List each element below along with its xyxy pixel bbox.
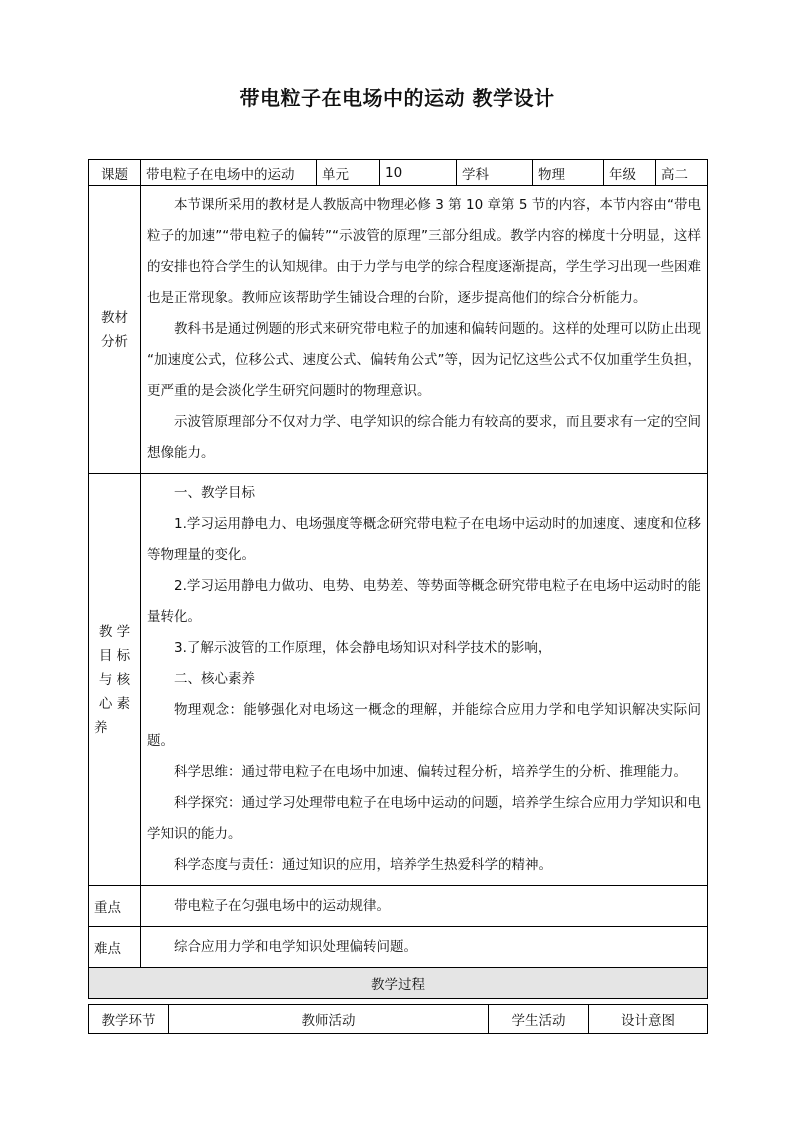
process-title: 教学过程	[89, 968, 708, 999]
lesson-plan-table	[88, 159, 708, 999]
objectives-content	[141, 474, 708, 886]
header-row	[89, 160, 708, 186]
process-columns-table	[88, 1004, 708, 1034]
objectives-label-line: 养	[94, 719, 108, 736]
difficult-point-value	[141, 927, 708, 968]
grade-label: 年级	[604, 160, 656, 186]
process-col-intent: 设计意图	[589, 1005, 708, 1034]
key-point-label: 重点	[89, 886, 141, 927]
material-analysis-content	[141, 186, 708, 474]
process-title-row	[89, 968, 708, 999]
objectives-label-line: 教 学	[98, 623, 131, 640]
process-col-teacher: 教师活动	[169, 1005, 489, 1034]
difficult-point-text: 综合应用力学和电学知识处理偏转问题。	[174, 938, 417, 955]
material-paragraph: 本节课所采用的教材是人教版高中物理必修 3 第 10 章第 5 节的内容，本节内容由“带电粒子的加速”“带电粒子的偏转”“示波管的原理”三部分组成。教学内容的梯度十分明显，这样的安排也符合学生的认知规律。由于力学与电学的综合程度逐渐提高，学生学习出现一些困难也是正常现象。教师应该帮助学生铺设合理的台阶，逐步提高他们的综合分析能力。	[147, 197, 701, 306]
difficult-point-label: 难点	[89, 927, 141, 968]
material-paragraph: 教科书是通过例题的形式来研究带电粒子的加速和偏转问题的。这样的处理可以防止出现 “加速度公式，位移公式、速度公式、偏转角公式”等，因为记忆这些公式不仅加重学生负担，更严重的是会淡化学生研究问题时的物理意识。	[147, 321, 701, 399]
key-point-row	[89, 886, 708, 927]
literacy-heading: 二、核心素养	[174, 671, 255, 687]
material-analysis-row	[89, 186, 708, 474]
key-point-text: 带电粒子在匀强电场中的运动规律。	[174, 897, 390, 914]
course-value: 带电粒子在电场中的运动	[141, 160, 317, 186]
objectives-row	[89, 474, 708, 886]
objective-item: 3.了解示波管的工作原理，体会静电场知识对科学技术的影响，	[174, 640, 552, 656]
course-label: 课题	[89, 160, 141, 186]
process-header-row	[89, 1005, 708, 1034]
objective-item: 1.学习运用静电力、电场强度等概念研究带电粒子在电场中运动时的加速度、速度和位移等物理量的变化。	[147, 516, 701, 563]
literacy-item: 科学探究：通过学习处理带电粒子在电场中运动的问题，培养学生综合应用力学知识和电学知识的能力。	[147, 795, 701, 842]
literacy-item: 科学态度与责任：通过知识的应用，培养学生热爱科学的精神。	[174, 857, 552, 873]
literacy-item: 物理观念：能够强化对电场这一概念的理解，并能综合应用力学和电学知识解决实际问题。	[147, 702, 701, 749]
material-label-line2: 分析	[101, 333, 128, 350]
objectives-label-line: 目 标	[98, 647, 131, 664]
objectives-label-line: 与 核	[98, 671, 131, 688]
difficult-point-row	[89, 927, 708, 968]
objectives-heading: 一、教学目标	[174, 485, 255, 501]
process-col-student: 学生活动	[489, 1005, 589, 1034]
objective-item: 2.学习运用静电力做功、电势、电势差、等势面等概念研究带电粒子在电场中运动时的能量转化。	[147, 578, 701, 625]
key-point-value	[141, 886, 708, 927]
process-col-stage: 教学环节	[89, 1005, 169, 1034]
unit-value: 10	[380, 160, 457, 186]
subject-label: 学科	[457, 160, 533, 186]
literacy-item: 科学思维：通过带电粒子在电场中加速、偏转过程分析，培养学生的分析、推理能力。	[174, 764, 687, 780]
grade-value: 高二	[656, 160, 708, 186]
material-analysis-label	[89, 186, 141, 474]
subject-value: 物理	[533, 160, 604, 186]
unit-label: 单元	[317, 160, 380, 186]
objectives-label-line: 心 素	[98, 695, 131, 712]
document-title: 带电粒子在电场中的运动 教学设计	[239, 86, 555, 110]
objectives-label	[89, 474, 141, 886]
material-paragraph: 示波管原理部分不仅对力学、电学知识的综合能力有较高的要求，而且要求有一定的空间想像能力。	[147, 414, 701, 461]
material-label-line1: 教材	[101, 309, 128, 326]
